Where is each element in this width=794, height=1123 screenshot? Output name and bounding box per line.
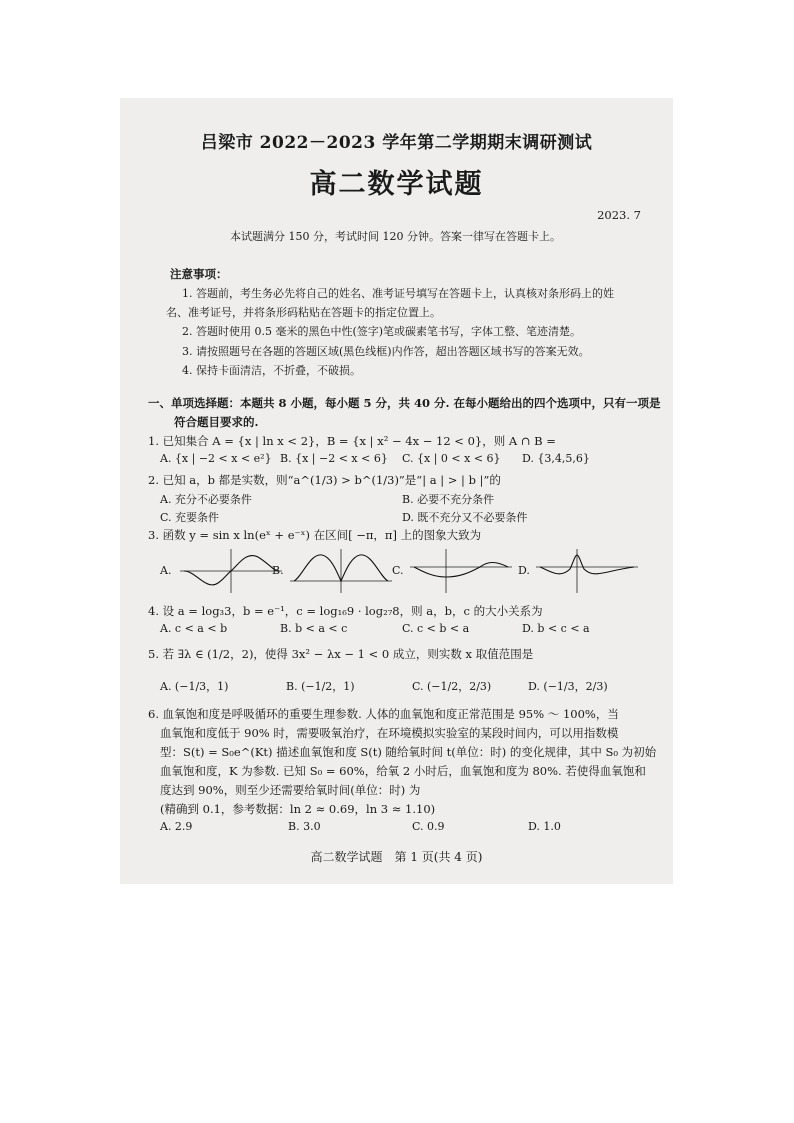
- attention-item: 1. 答题前，考生务必先将自己的姓名、准考证号填写在答题卡上，认真核对条形码上的姓: [182, 287, 614, 300]
- question-6-line: (精确到 0.1，参考数据：ln 2 ≈ 0.69，ln 3 ≈ 1.10): [160, 802, 436, 816]
- q5-option-b: B. (−1/2，1): [286, 680, 355, 693]
- question-6-line: 型：S(t) = S₀e^(Kt) 描述血氧饱和度 S(t) 随给氧时间 t(单位：时) 的变化规律，其中 S₀ 为初始: [160, 745, 657, 759]
- question-5-stem: 5. 若 ∃λ ∈ (1/2，2)，使得 3x² − λx − 1 < 0 成立，则实数 x 取值范围是: [148, 647, 534, 661]
- q1-option-a: A. {x | −2 < x < e²}: [160, 452, 272, 465]
- exam-page: [120, 98, 673, 884]
- attention-heading: 注意事项：: [170, 267, 228, 281]
- question-6-line: 度达到 90%，则至少还需要给氧时间(单位：时) 为: [160, 783, 421, 797]
- q4-option-c: C. c < b < a: [402, 622, 470, 635]
- question-6-line: 血氧饱和度，K 为参数. 已知 S₀ = 60%，给氧 2 小时后，血氧饱和度为 80%. 若使得血氧饱和: [160, 764, 646, 778]
- q5-option-d: D. (−1/3，2/3): [528, 680, 608, 693]
- question-6-line: 6. 血氧饱和度是呼吸循环的重要生理参数. 人体的血氧饱和度正常范围是 95% ～ 100%，当: [148, 707, 619, 721]
- q1-option-d: D. {3,4,5,6}: [522, 452, 590, 465]
- q2-option-a: A. 充分不必要条件: [160, 493, 252, 506]
- q5-option-c: C. (−1/2，2/3): [412, 680, 492, 693]
- q2-option-c: C. 充要条件: [160, 511, 220, 524]
- question-3-stem: 3. 函数 y = sin x ln(eˣ + e⁻ˣ) 在区间[ −π，π] 上的图象大致为: [148, 528, 482, 542]
- q1-option-c: C. {x | 0 < x < 6}: [402, 452, 501, 465]
- q4-option-b: B. b < a < c: [280, 622, 348, 635]
- q3-option-d: D.: [518, 564, 530, 577]
- section-heading-cont: 符合题目要求的.: [174, 415, 259, 429]
- attention-item: 2. 答题时使用 0.5 毫米的黑色中性(签字)笔或碳素笔书写，字体工整、笔迹清楚。: [182, 325, 582, 338]
- graph-c: [406, 545, 516, 595]
- q4-option-d: D. b < c < a: [522, 622, 590, 635]
- q3-option-b: B.: [272, 564, 284, 577]
- question-6-line: 血氧饱和度低于 90% 时，需要吸氧治疗，在环境模拟实验室的某段时间内，可以用指数模: [160, 726, 619, 740]
- exam-subject: 高二数学试题: [309, 169, 484, 200]
- attention-item: 4. 保持卡面清洁，不折叠，不破损。: [182, 364, 361, 377]
- q2-option-d: D. 既不充分又不必要条件: [402, 511, 528, 524]
- q5-option-a: A. (−1/3，1): [160, 680, 229, 693]
- q3-option-a: A.: [160, 564, 172, 577]
- q6-option-c: C. 0.9: [412, 820, 445, 833]
- section-heading: 一、单项选择题：本题共 8 小题，每小题 5 分，共 40 分. 在每小题给出的四个选项中，只有一项是: [148, 396, 661, 410]
- graph-d: [532, 545, 642, 595]
- question-4-stem: 4. 设 a = log₃3，b = e⁻¹，c = log₁₆9 · log₂₇8，则 a，b，c 的大小关系为: [148, 604, 543, 618]
- q3-option-c: C.: [392, 564, 404, 577]
- graph-b: [286, 545, 396, 595]
- page-footer: 高二数学试题 第 1 页(共 4 页): [310, 850, 483, 864]
- attention-item: 3. 请按照题号在各题的答题区域(黑色线框)内作答，超出答题区域书写的答案无效。: [182, 345, 590, 358]
- q6-option-b: B. 3.0: [288, 820, 321, 833]
- attention-item: 名、准考证号，并将条形码粘贴在答题卡的指定位置上。: [166, 306, 441, 319]
- question-2-stem: 2. 已知 a，b 都是实数，则“a^(1/3) > b^(1/3)”是“| a | > | b |”的: [148, 473, 501, 487]
- q1-option-b: B. {x | −2 < x < 6}: [280, 452, 388, 465]
- q6-option-d: D. 1.0: [528, 820, 561, 833]
- exam-note: 本试题满分 150 分，考试时间 120 分钟。答案一律写在答题卡上。: [230, 230, 561, 243]
- question-1-stem: 1. 已知集合 A = {x | ln x < 2}，B = {x | x² − 4x − 12 < 0}，则 A ∩ B =: [148, 434, 556, 448]
- q2-option-b: B. 必要不充分条件: [402, 493, 495, 506]
- q4-option-a: A. c < a < b: [160, 622, 228, 635]
- exam-date: 2023. 7: [597, 208, 641, 222]
- exam-title: 吕梁市 2022－2023 学年第二学期期末调研测试: [200, 133, 593, 153]
- q6-option-a: A. 2.9: [160, 820, 193, 833]
- graph-a: [176, 545, 286, 595]
